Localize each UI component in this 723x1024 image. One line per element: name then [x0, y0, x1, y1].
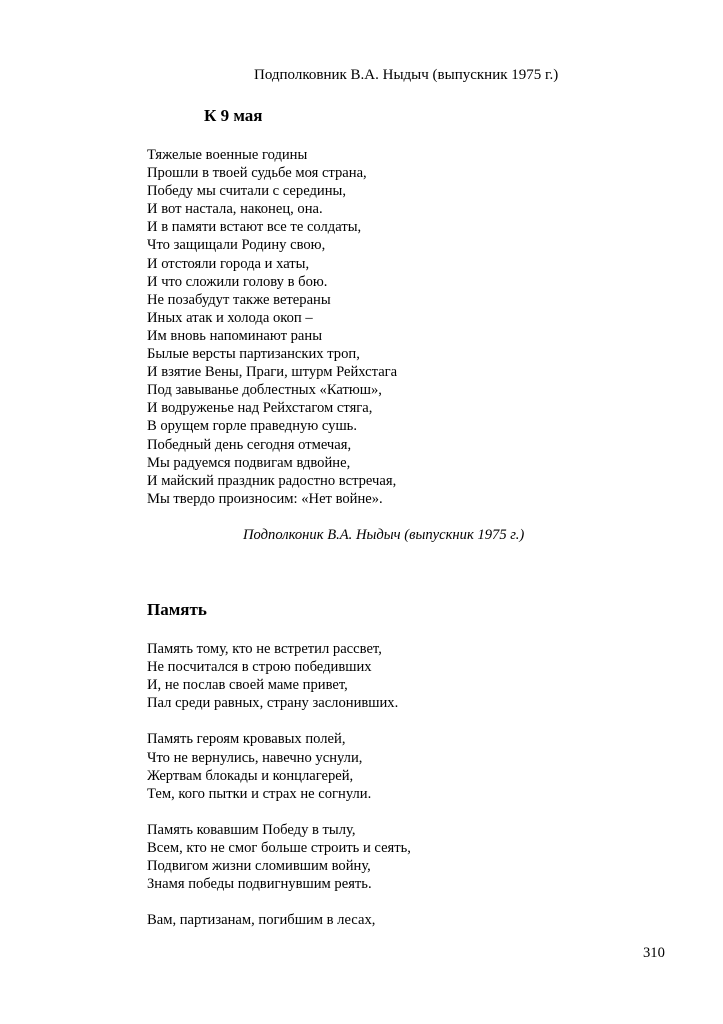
poem-line: Подвигом жизни сломившим войну,	[147, 858, 371, 875]
header-author: Подполковник В.А. Ныдыч (выпускник 1975 г.)	[254, 67, 559, 83]
poem-line: Не посчитался в строю победивших	[147, 659, 372, 676]
poem-line: И в памяти встают все те солдаты,	[147, 219, 362, 236]
poem-line: Что не вернулись, навечно уснули,	[147, 749, 363, 766]
poem-title-9-may: К 9 мая	[204, 106, 263, 125]
poem-line: Прошли в твоей судьбе моя страна,	[147, 165, 367, 182]
poem-line: Мы твердо произносим: «Нет войне».	[147, 490, 383, 507]
poem-line: Тем, кого пытки и страх не согнули.	[147, 785, 372, 802]
poem-line: И майский праздник радостно встречая,	[147, 472, 397, 489]
poem-body-pamyat	[147, 640, 411, 948]
poem-line: Память героям кровавых полей,	[147, 731, 346, 748]
poem-stanza	[147, 730, 411, 802]
poem-line: Победу мы считали с середины,	[147, 183, 346, 200]
poem-line: Вам, партизанам, погибшим в лесах,	[147, 912, 376, 929]
poem-line: В орущем горле праведную сушь.	[147, 418, 357, 435]
poem-title-pamyat: Память	[147, 600, 207, 619]
poem-line: Победный день сегодня отмечая,	[147, 436, 352, 453]
poem-body-9-may	[147, 146, 397, 508]
poem-line: И, не послав своей маме привет,	[147, 677, 348, 694]
poem-line: Былые версты партизанских троп,	[147, 346, 360, 363]
poem-line: И отстояли города и хаты,	[147, 255, 310, 272]
poem-line: И вот настала, наконец, она.	[147, 201, 323, 218]
poem-line: И водруженье над Рейхстагом стяга,	[147, 400, 373, 417]
poem-line: И что сложили голову в бою.	[147, 273, 328, 290]
poem-signature: Подполконик В.А. Ныдыч (выпускник 1975 г.)	[243, 527, 525, 543]
poem-line: И взятие Вены, Праги, штурм Рейхстага	[147, 364, 398, 381]
poem-line: Всем, кто не смог больше строить и сеять,	[147, 840, 411, 857]
poem-line: Что защищали Родину свою,	[147, 237, 326, 254]
poem-line: Жертвам блокады и концлагерей,	[147, 767, 354, 784]
poem-line: Знамя победы подвигнувшим реять.	[147, 876, 372, 893]
poem-stanza	[147, 911, 411, 929]
page-number: 310	[643, 945, 665, 961]
poem-line: Тяжелые военные годины	[147, 147, 308, 163]
poem-line: Мы радуемся подвигам вдвойне,	[147, 454, 351, 471]
poem-line: Под завыванье доблестных «Катюш»,	[147, 382, 382, 399]
poem-line: Им вновь напоминают раны	[147, 327, 322, 344]
poem-line: Не позабудут также ветераны	[147, 291, 331, 308]
poem-stanza	[147, 640, 411, 712]
poem-line: Память тому, кто не встретил рассвет,	[147, 641, 382, 657]
poem-line: Память ковавшим Победу в тылу,	[147, 821, 356, 838]
poem-stanza	[147, 821, 411, 893]
poem-line: Пал среди равных, страну заслонивших.	[147, 695, 399, 712]
poem-line: Иных атак и холода окоп –	[147, 309, 313, 326]
